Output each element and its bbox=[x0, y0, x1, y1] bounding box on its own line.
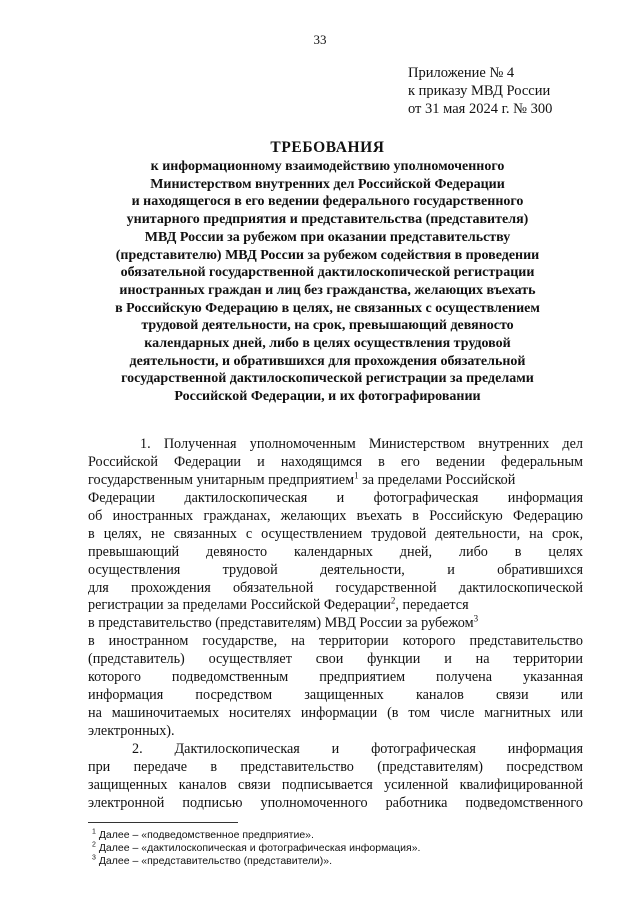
footnotes bbox=[92, 829, 420, 868]
text-fragment: в представительство (представителям) МВД России за рубежом bbox=[88, 615, 474, 632]
footnote bbox=[92, 855, 420, 868]
text-line: превышающий девяносто календарных дней, либо в целях bbox=[88, 543, 583, 560]
text-line bbox=[88, 472, 583, 490]
title-line: (представителю) МВД России за рубежом содействия в проведении bbox=[115, 247, 540, 263]
title-line: Российской Федерации, и их фотографировании bbox=[174, 389, 481, 405]
appendix-line: от 31 мая 2024 г. № 300 bbox=[408, 101, 553, 117]
text-line: защищенных каналов связи подписывается усиленной квалифицированной bbox=[88, 776, 583, 793]
text-line: электронных). bbox=[88, 723, 175, 739]
text-line: в иностранном государстве, на территории которого представительство bbox=[88, 633, 583, 650]
title-line: Министерством внутренних дел Российской Федерации bbox=[150, 176, 505, 192]
text-line: 2. Дактилоскопическая и фотографическая информация bbox=[132, 740, 583, 757]
paragraph-1 bbox=[88, 436, 583, 741]
title-line: календарных дней, либо в целях осуществления трудовой bbox=[144, 336, 511, 352]
title-line: и находящегося в его ведении федерального государственного bbox=[131, 194, 524, 210]
title-line: к информационному взаимодействию уполномоченного bbox=[150, 159, 505, 174]
footnote-ref: 2 bbox=[390, 595, 396, 606]
text-line: информация посредством защищенных каналов связи или bbox=[88, 687, 583, 704]
footnote-text: Далее – «дактилоскопическая и фотографическая информация». bbox=[95, 842, 421, 854]
page-number: 33 bbox=[313, 32, 327, 47]
text-line: в целях, не связанных с осуществлением трудовой деятельности, на срок, bbox=[88, 525, 583, 542]
footnote bbox=[92, 842, 420, 855]
footnote-mark: 3 bbox=[92, 854, 96, 862]
title-line: трудовой деятельности, на срок, превышающий девяносто bbox=[141, 318, 514, 334]
text-line bbox=[88, 615, 583, 633]
text-line: которого подведомственным предприятием получена указанная bbox=[88, 669, 583, 686]
title-line: МВД России за рубежом при оказании представительству bbox=[144, 229, 511, 245]
paragraph-2 bbox=[88, 741, 583, 813]
text-line: Российской Федерации и находящимся в его ведении федеральным bbox=[88, 453, 583, 470]
title-heading: ТРЕБОВАНИЯ bbox=[270, 139, 385, 156]
text-line: на машиночитаемых носителях информации (в том числе магнитных или bbox=[88, 705, 583, 722]
footnote-ref: 1 bbox=[354, 470, 359, 481]
text-line: 1. Полученная уполномоченным Министерством внутренних дел bbox=[140, 436, 583, 452]
footnote-text: Далее – «представительство (представители)». bbox=[95, 855, 333, 867]
footnote-text: Далее – «подведомственное предприятие». bbox=[95, 829, 314, 841]
text-line: электронной подписью уполномоченного работника подведомственного bbox=[88, 794, 583, 811]
text-fragment: регистрации за пределами Российской Федерации bbox=[88, 597, 391, 614]
title-line: государственной дактилоскопической регистрации за пределами bbox=[121, 371, 534, 387]
text-line: Федерации дактилоскопическая и фотографическая информация bbox=[88, 489, 583, 506]
appendix-header bbox=[408, 64, 552, 118]
footnote-separator bbox=[88, 822, 238, 823]
footnote bbox=[92, 829, 420, 842]
text-fragment: государственным унитарным предприятием bbox=[88, 471, 355, 488]
footnote-mark: 2 bbox=[92, 841, 96, 849]
appendix-line: к приказу МВД России bbox=[408, 83, 551, 99]
text-line: для прохождения обязательной государственной дактилоскопической bbox=[88, 579, 583, 596]
body-text bbox=[88, 436, 583, 813]
document-title bbox=[70, 138, 585, 406]
title-line: иностранных граждан и лиц без гражданства, желающих въехать bbox=[119, 282, 536, 298]
text-line: (представитель) осуществляет свои функции и на территории bbox=[88, 651, 583, 668]
title-line: деятельности, и обратившихся для прохождения обязательной bbox=[129, 353, 526, 369]
footnote-ref: 3 bbox=[473, 613, 479, 624]
text-line: при передаче в представительство (представителям) посредством bbox=[88, 758, 583, 775]
title-line: в Российскую Федерацию в целях, не связанных с осуществлением bbox=[115, 300, 540, 316]
text-fragment: , передается bbox=[395, 597, 469, 614]
appendix-line: Приложение № 4 bbox=[408, 65, 515, 81]
title-line: обязательной государственной дактилоскопической регистрации bbox=[120, 265, 535, 281]
text-line: осуществления трудовой деятельности, и обратившихся bbox=[88, 561, 583, 578]
text-fragment: за пределами Российской bbox=[358, 471, 516, 488]
text-line: об иностранных гражданах, желающих въехать в Российскую Федерацию bbox=[88, 507, 583, 524]
title-line: унитарного предприятия и представительства (представителя) bbox=[126, 212, 529, 228]
footnote-mark: 1 bbox=[92, 828, 96, 836]
text-line bbox=[88, 597, 583, 615]
